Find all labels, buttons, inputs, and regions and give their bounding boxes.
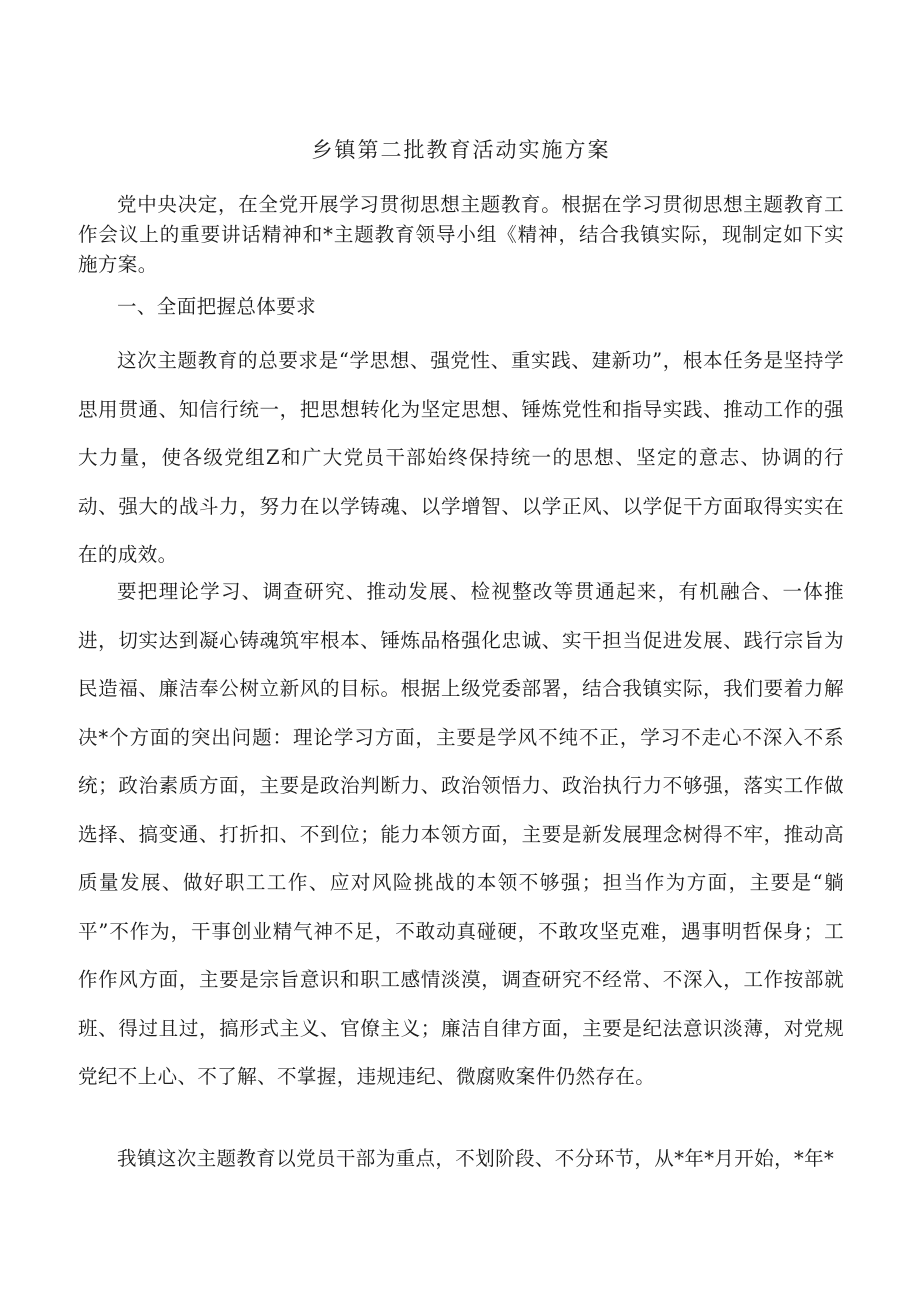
section-heading: 一、全面把握总体要求	[117, 295, 317, 318]
intro-paragraph: 党中央决定，在全党开展学习贯彻思想主题教育。根据在学习贯彻思想主题教育工作会议上的重要讲话精神和*主题教育领导小组《精神，结合我镇实际，现制定如下实施方案。	[78, 193, 844, 276]
body-paragraph-3: 我镇这次主题教育以党员干部为重点，不划阶段、不分环节，从*年*月开始，*年*	[117, 1147, 835, 1170]
document-title: 乡镇第二批教育活动实施方案	[311, 138, 611, 162]
body-paragraph-2: 要把理论学习、调查研究、推动发展、检视整改等贯通起来，有机融合、一体推进，切实达到凝心铸魂筑牢根本、锤炼品格强化忠诚、实干担当促进发展、践行宗旨为民造福、廉洁奉公树立新风的目标。根据上级党委部署，结合我镇实际，我们要着力解决*个方面的突出问题：理论学习方面，主要是学风不纯不正，学习不走心不深入不系统；政治素质方面，主要是政治判断力、政治领悟力、政治执行力不够强，落实工作做选择、搞变通、打折扣、不到位；能力本领方面，主要是新发展理念树得不牢，推动高质量发展、做好职工工作、应对风险挑战的本领不够强；担当作为方面，主要是“躺平”不作为，干事创业精气神不足，不敢动真碰硬，不敢攻坚克难，遇事明哲保身；工作作风方面，主要是宗旨意识和职工感情淡漠，调查研究不经常、不深入，工作按部就班、得过且过，搞形式主义、官僚主义；廉洁自律方面，主要是纪法意识淡薄，对党规党纪不上心、不了解、不掌握，违规违纪、微腐败案件仍然存在。	[78, 580, 844, 1088]
body-paragraph-1: 这次主题教育的总要求是“学思想、强党性、重实践、建新功”，根本任务是坚持学思用贯通、知信行统一，把思想转化为坚定思想、锤炼党性和指导实践、推动工作的强大力量，使各级党组Z和广大党员干部始终保持统一的思想、坚定的意志、协调的行动、强大的战斗力，努力在以学铸魂、以学增智、以学正风、以学促干方面取得实实在在的成效。	[78, 349, 844, 566]
